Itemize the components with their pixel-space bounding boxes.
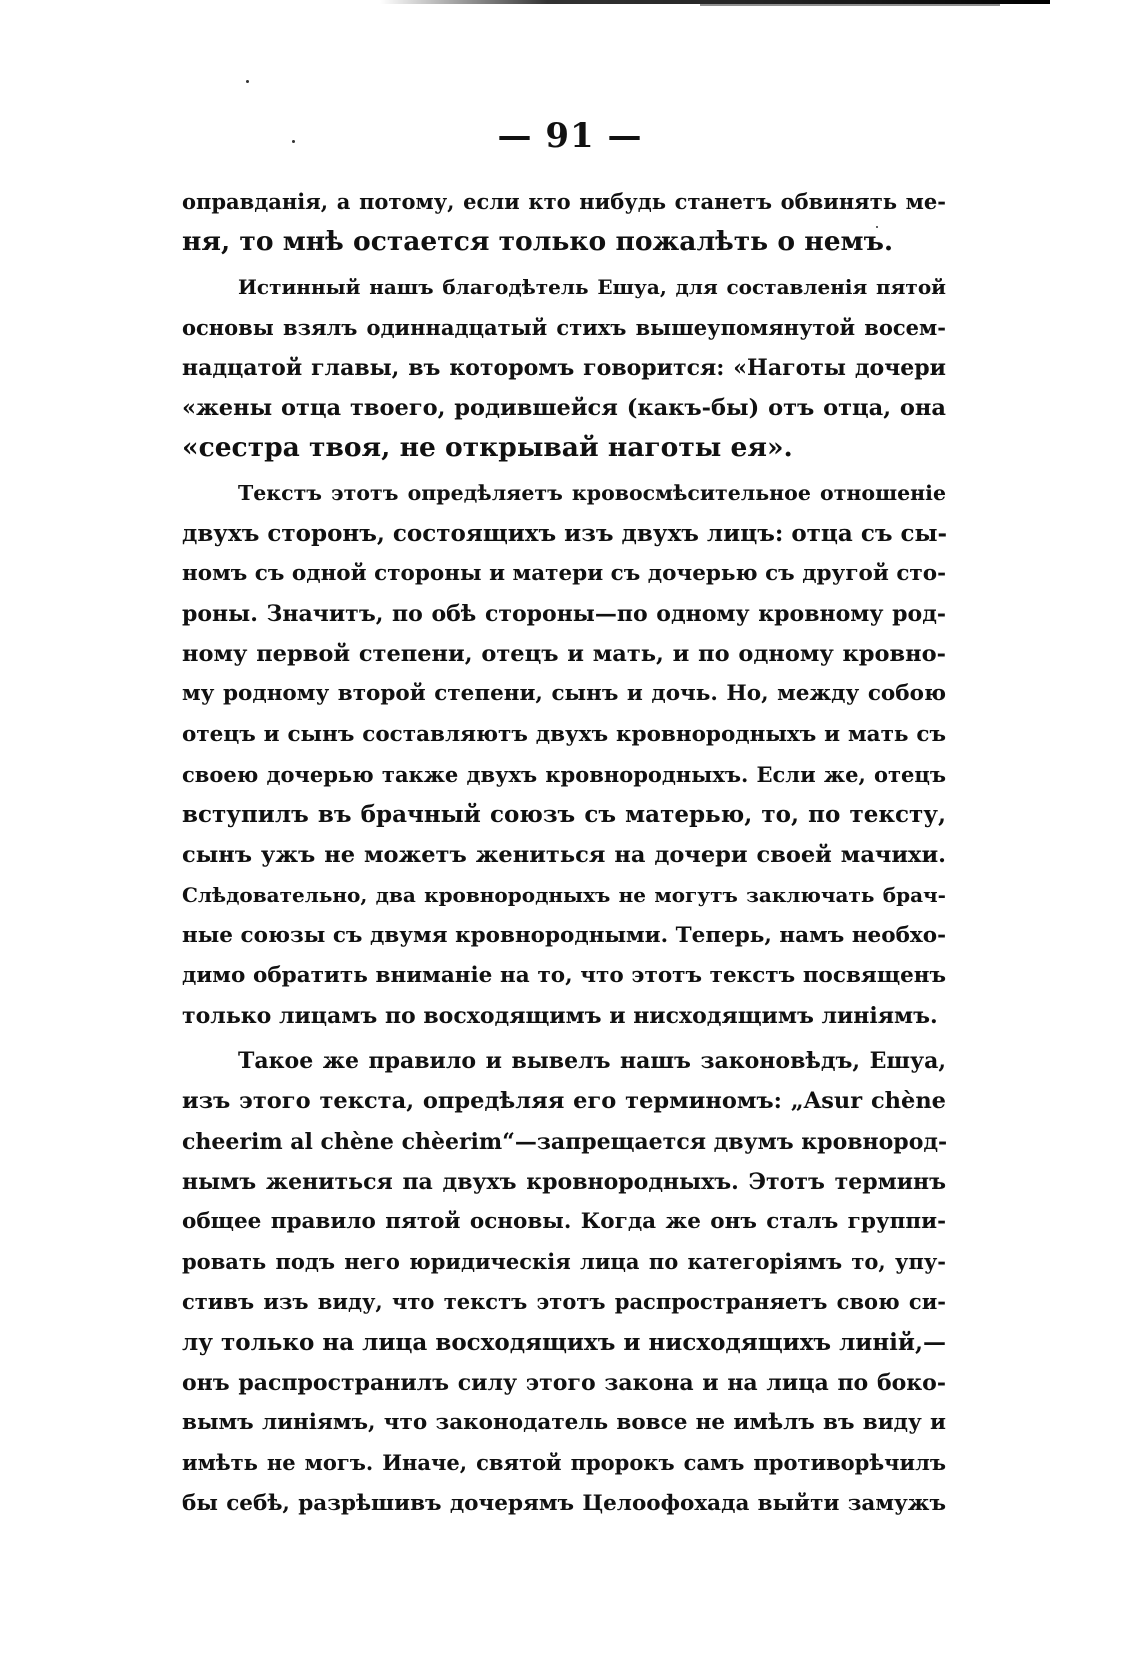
paragraph-3 xyxy=(126,473,946,1036)
text-line: Такое же правило и вывелъ нашъ законовѣдъ, Ешуа, xyxy=(238,1048,946,1075)
text-line: отецъ и сынъ составляютъ двухъ кровнородныхъ и мать съ xyxy=(182,721,946,747)
scan-speck xyxy=(246,80,249,83)
text-line: общее правило пятой основы. Когда же онъ сталъ группи- xyxy=(182,1209,946,1235)
text-line: ровать подъ него юридическія лица по категоріямъ то, упу- xyxy=(182,1249,946,1275)
text-line: оправданія, а потому, если кто нибудь станетъ обвинять ме- xyxy=(182,189,946,214)
text-line: нымъ жениться па двухъ кровнородныхъ. Этотъ терминъ xyxy=(182,1168,946,1195)
text-line: Текстъ этотъ опредѣляетъ кровосмѣсительное отношеніе xyxy=(238,481,946,506)
text-line: двухъ сторонъ, состоящихъ изъ двухъ лицъ: отца съ сы- xyxy=(182,519,948,547)
scan-top-edge-shadow xyxy=(700,4,1000,6)
text-line: вступилъ въ брачный союзъ съ матерью, то, по тексту, xyxy=(182,801,946,829)
paragraph-4 xyxy=(126,1041,946,1523)
text-line: димо обратить вниманіе на то, что этотъ текстъ посвященъ xyxy=(182,962,946,988)
page-number: — 91 — xyxy=(497,116,643,156)
text-line: Слѣдовательно, два кровнородныхъ не могутъ заключать брач- xyxy=(182,883,946,908)
text-line: ня, то мнѣ остается только пожалѣть о немъ. xyxy=(182,226,894,258)
text-line: номъ съ одной стороны и матери съ дочерью съ другой сто- xyxy=(182,560,946,586)
text-line: основы взялъ одиннадцатый стихъ вышеупомянутой восем- xyxy=(182,314,946,340)
page-body xyxy=(126,182,946,1529)
text-line: «сестра твоя, не открывай наготы ея». xyxy=(182,432,793,464)
text-line: cheerim al chène chèerim“—запрещается двумъ кровнород- xyxy=(182,1128,948,1155)
text-line: бы себѣ, разрѣшивъ дочерямъ Целоофохада выйти замужъ xyxy=(182,1490,946,1516)
text-line: «жены отца твоего, родившейся (какъ-бы) отъ отца, она xyxy=(182,395,946,422)
text-line: стивъ изъ виду, что текстъ этотъ распространяетъ свою си- xyxy=(182,1289,946,1315)
text-line: му родному второй степени, сынъ и дочь. Но, между собою xyxy=(182,681,946,707)
text-line: лу только на лица восходящихъ и нисходящихъ линій,— xyxy=(182,1328,946,1356)
text-line: вымъ линіямъ, что законодатель вовсе не имѣлъ въ виду и xyxy=(182,1410,946,1436)
text-line: ные союзы съ двумя кровнородными. Теперь, намъ необхо- xyxy=(182,922,946,948)
text-line: имѣть не могъ. Иначе, святой пророкъ самъ противорѣчилъ xyxy=(182,1450,946,1476)
text-line: надцатой главы, въ которомъ говорится: «Наготы дочери xyxy=(182,354,946,381)
text-line: изъ этого текста, опредѣляя его терминомъ: „Asur chène xyxy=(182,1088,946,1115)
paragraph-1 xyxy=(126,182,946,262)
paragraph-2 xyxy=(126,267,946,468)
text-line: только лицамъ по восходящимъ и нисходящимъ линіямъ. xyxy=(182,1003,938,1030)
text-line: Истинный нашъ благодѣтель Ешуа, для составленія пятой xyxy=(238,275,946,300)
text-line: своею дочерью также двухъ кровнородныхъ. Если же, отецъ xyxy=(182,761,946,787)
text-line: ному первой степени, отецъ и мать, и по одному кровно- xyxy=(182,641,946,668)
text-line: роны. Значитъ, по обѣ стороны—по одному кровному род- xyxy=(182,601,946,628)
text-line: онъ распространилъ силу этого закона и на лица по боко- xyxy=(182,1369,946,1396)
text-line: сынъ ужъ не можетъ жениться на дочери своей мачихи. xyxy=(182,842,946,869)
